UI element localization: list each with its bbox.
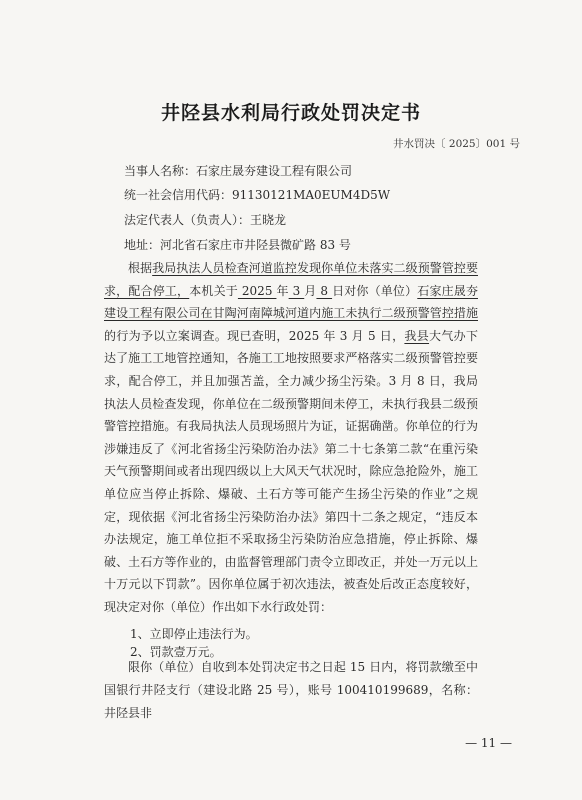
date-month: 3 xyxy=(288,283,305,298)
main-paragraph xyxy=(104,257,478,619)
text-span: 大气办下达了施工工地管控通知，各施工工地按照要求严格落实二级预警管控要求，配合停工，并且加强苫盖，全力减少扬尘污染。3 月 8 日，我局执法人员检查发现，你单位在二级预警期间未停工，未执行我县二级预警管控措施。有我局执法人员现场照片为证，证据确凿。你单位的行为涉嫌违反了《河北省扬尘污染防治办法》第二十七条第二款“在重污染天气预警期间或者出现四级以上大风天气状况时，除应急抢险外，施工单位应当停止拆除、爆破、土石方等可能产生扬尘污染的作业”之规定，现依据《河北省扬尘污染防治办法》第四十二条之规定，“违反本办法规定，施工单位拒不采取扬尘污染防治应急措施，停止拆除、爆破、土石方等作业的，由监督管理部门责令立即改正，并处一万元以上十万元以下罚款”。因你单位属于初次违法，被查处后改正态度较好，现决定对你（单位）作出如下水行政处罚： xyxy=(104,328,478,614)
payment-text: 限你（单位）自收到本处罚决定书之日起 15 日内，将罚款缴至中国银行井陉支行（建设北路 25 号），账号 100410199689，名称：井陉县非 xyxy=(104,660,478,720)
underlined-cause: 我局执法人员检查河道监控发现你单位未落实二级预警管控要求，配合停工， xyxy=(104,261,478,298)
penalty-item-1: 1、立即停止违法行为。 xyxy=(130,627,258,641)
date-day: 8 xyxy=(316,283,333,298)
page-number: — 11 — xyxy=(465,736,512,750)
document-number: 井水罚决〔 2025〕001 号 xyxy=(393,138,520,150)
text-span: 本机关于 xyxy=(189,283,238,298)
penalty-item-2: 2、罚款壹万元。 xyxy=(130,645,222,659)
document-title: 井陉县水利局行政处罚决定书 xyxy=(160,102,421,124)
address: 地址：河北省石家庄市井陉县微矿路 83 号 xyxy=(124,238,351,252)
text-span: 月 xyxy=(304,283,317,298)
payment-paragraph xyxy=(104,656,478,725)
underlined-county: 我县 xyxy=(404,328,430,343)
underlined-violation: 石家庄晟夯建设工程有限公司在甘陶河南障城河道内施工未执行二级预警管控措施 xyxy=(104,283,478,321)
paragraph-1 xyxy=(104,257,478,619)
party-name: 当事人名称：石家庄晟夯建设工程有限公司 xyxy=(124,164,353,178)
text-span: 根据 xyxy=(128,261,153,275)
text-span: 年 xyxy=(276,283,289,298)
legal-representative: 法定代表人（负责人）：王晓龙 xyxy=(124,213,287,227)
text-span: 的行为予以立案调查。现已查明，2025 年 3 月 5 日， xyxy=(104,328,405,343)
text-span: 日对你（单位） xyxy=(332,283,418,298)
credit-code: 统一社会信用代码：91130121MA0EUM4D5W xyxy=(124,188,391,202)
date-year: 2025 xyxy=(237,283,277,298)
